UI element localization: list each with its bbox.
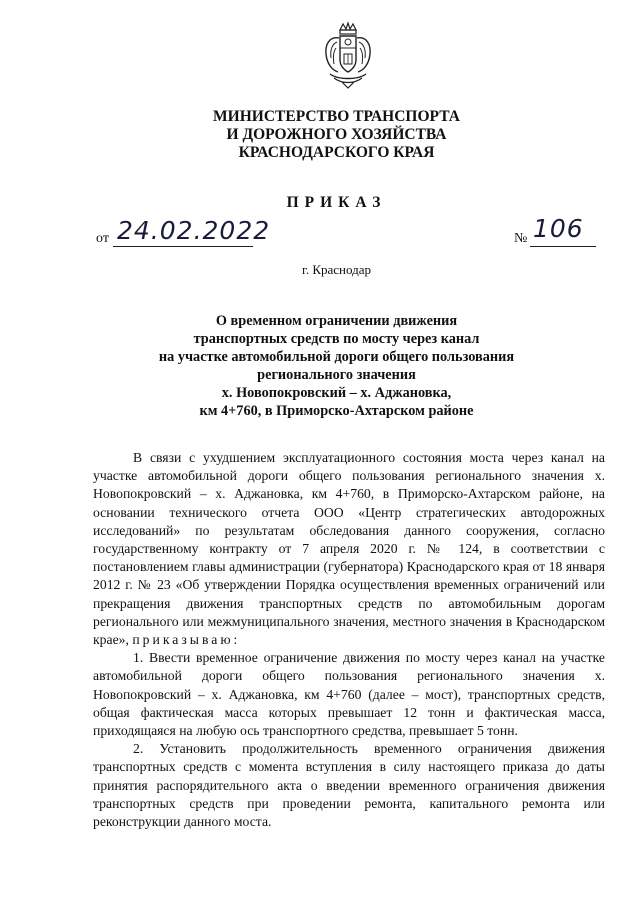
date-underline [113, 246, 253, 247]
ministry-line-3: КРАСНОДАРСКОГО КРАЯ [238, 144, 435, 161]
subject-line-3: на участке автомобильной дороги общего пользования [158, 349, 515, 366]
order-subject [0, 312, 633, 421]
intro-text: В связи с ухудшением эксплуатационного состояния моста через канал на участке автомобильной дороги общего пользования регионального значения х. Новопокровский – х. Аджановка, км 4+760, в Приморско-Ахтарском районе, на основании технического отчета ООО «Центр стратегических автодорожных исследований» по результатам обследования данного сооружения, согласно государственному контракту от 7 апреля 2020 г. № 124, в соответствии с постановлением главы администрации (губернатора) Краснодарского края от 18 января 2012 г. № 23 «Об утверждении Порядка осуществления временных ограничений или прекращения движения транспортных средств по автомобильным дорогам регионального или межмуниципального значения, местного значения в Краснодарском крае», [93, 450, 605, 648]
order-body [93, 449, 605, 831]
item-1-paragraph: 1. Ввести временное ограничение движения по мосту через канал на участке автомобильной дороги общего пользования регионального значения х. Новопокровский – х. Аджановка, км 4+760 (далее – мост), транспортных средств, общая фактическая масса которых превышает 12 тонн и фактическая масса, приходящаяся на любую ось транспортного средства, превышает 5 тонн. [93, 650, 605, 739]
ministry-line-1: МИНИСТЕРСТВО ТРАНСПОРТА [213, 108, 460, 125]
subject-line-5: х. Новопокровский – х. Аджановка, [221, 385, 452, 402]
krasnodar-coat-of-arms-icon [322, 20, 374, 90]
intro-paragraph [93, 449, 605, 649]
subject-line-2: транспортных средств по мосту через канал [193, 331, 480, 348]
date-prefix: от [96, 231, 109, 246]
ministry-name [0, 108, 633, 162]
subject-line-4: регионального значения [257, 367, 416, 384]
order-number: 106 [533, 214, 584, 243]
city-line: г. Краснодар [301, 262, 372, 277]
subject-line-1: О временном ограничении движения [215, 313, 458, 329]
number-prefix: № [514, 231, 528, 246]
document-type-title: ПРИКАЗ [286, 194, 387, 211]
ministry-line-2: И ДОРОЖНОГО ХОЗЯЙСТВА [226, 126, 447, 143]
order-date: 24.02.2022 [117, 216, 271, 245]
item-2-paragraph: 2. Установить продолжительность временного ограничения движения транспортных средств с момента вступления в силу настоящего приказа до даты принятия распорядительного акта о введении временного ограничения движения транспортных средств при проведении ремонта, капитального ремонта или реконструкции данного моста. [93, 741, 605, 830]
subject-line-6: км 4+760, в Приморско-Ахтарском районе [199, 403, 474, 420]
number-underline [530, 246, 596, 247]
decree-word: приказываю: [132, 632, 241, 648]
